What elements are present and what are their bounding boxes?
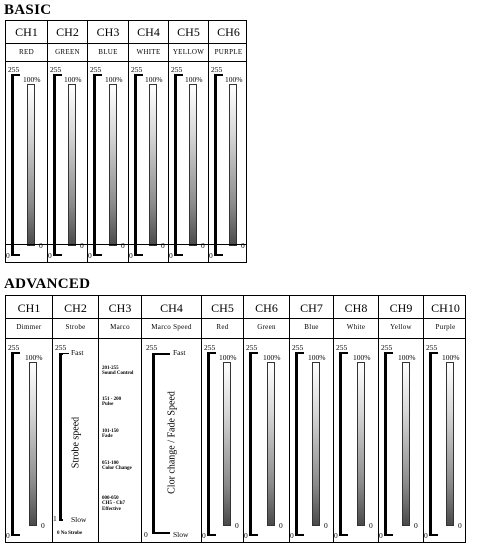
channel-name: CH3 [108,301,132,315]
level-gradient-bar [402,362,410,526]
channel-diagram [424,344,467,542]
percent-max-label: 100% [225,75,243,84]
channel-diagram [99,344,141,542]
marco-range-description: Fade [102,434,113,440]
strobe-bracket [59,353,63,521]
channel-column [141,296,201,542]
marco-speed-fast-label: Fast [173,348,186,357]
channel-name: CH2 [64,301,87,315]
percent-max-label: 100% [308,353,326,362]
channel-diagram [142,344,201,542]
channel-column [423,296,467,542]
percent-max-label: 100% [105,75,123,84]
channel-function-label: PURPLE [214,48,243,56]
channel-function-label: Green [257,323,276,331]
marco-speed-max-label: 255 [146,343,158,352]
marco-range-value: 201-255 [102,366,119,371]
percent-max-label: 100% [145,75,163,84]
channel-diagram [129,66,168,262]
scale-max-label: 255 [246,343,258,352]
channel-column [289,296,333,542]
level-gradient-bar [68,84,76,246]
level-gradient-bar [27,84,35,246]
percent-min-label: 0 [369,521,373,530]
scale-max-label: 255 [90,65,102,74]
marco-range-description: Pulse [102,402,114,408]
channel-function-label: Strobe [65,323,86,331]
scale-min-label: 0 [202,531,206,540]
scale-max-label: 255 [381,343,393,352]
channel-column [333,296,378,542]
marco-range-description: Color Change [102,466,132,472]
scale-bracket [295,352,304,536]
scale-min-label: 0 [244,531,248,540]
channel-diagram [202,344,243,542]
scale-max-label: 255 [8,343,20,352]
percent-max-label: 100% [219,353,237,362]
scale-min-label: 0 [334,531,338,540]
scale-max-label: 255 [204,343,216,352]
channel-diagram [290,344,333,542]
level-gradient-bar [312,362,320,526]
percent-max-label: 100% [353,353,371,362]
scale-max-label: 255 [211,65,223,74]
scale-min-label: 0 [424,531,428,540]
advanced-channel-table [5,295,466,543]
percent-min-label: 0 [161,241,165,250]
channel-function-label: Marco [110,323,130,331]
marco-range-value: 151 - 200 [102,397,122,402]
scale-max-label: 255 [292,343,304,352]
channel-function-label: RED [19,48,34,56]
basic-heading: BASIC [4,2,52,18]
channel-column [6,296,52,542]
scale-bracket [11,74,20,256]
no-strobe-label: 0 No Strobe [57,531,83,536]
channel-name: CH4 [160,301,183,315]
scale-max-label: 255 [50,65,62,74]
channel-name: CH6 [255,301,278,315]
percent-min-label: 0 [121,241,125,250]
channel-function-label: Blue [304,323,319,331]
scale-bracket [339,352,348,536]
channel-column [208,21,248,262]
channel-function-label: Marco Speed [151,323,192,331]
channel-column [128,21,168,262]
scale-max-label: 255 [131,65,143,74]
channel-function-label: WHITE [136,48,161,56]
table-row-divider [6,43,246,44]
strobe-min-label: 1 [53,514,57,523]
percent-min-label: 0 [201,241,205,250]
scale-min-label: 0 [290,531,294,540]
channel-diagram [53,344,98,542]
channel-column [52,296,98,542]
table-row-divider [6,244,246,245]
percent-min-label: 0 [39,241,43,250]
level-gradient-bar [357,362,365,526]
channel-function-label: Red [216,323,229,331]
percent-min-label: 0 [80,241,84,250]
scale-min-label: 0 [48,251,52,260]
marco-range-value: 051-100 [102,461,119,466]
level-gradient-bar [109,84,117,246]
channel-column [98,296,141,542]
marco-range-description: CH5 - Ch7 Effective [102,501,126,512]
scale-max-label: 255 [426,343,438,352]
channel-column [201,296,243,542]
level-gradient-bar [446,362,454,526]
percent-min-label: 0 [324,521,328,530]
percent-max-label: 100% [442,353,460,362]
channel-function-label: BLUE [98,48,118,56]
channel-column [243,296,289,542]
marco-range-value: 000-050 [102,496,119,501]
percent-min-label: 0 [241,241,245,250]
basic-channel-table [5,20,247,263]
channel-function-label: GREEN [55,48,80,56]
marco-range-item [102,496,142,512]
level-gradient-bar [149,84,157,246]
scale-bracket [384,352,393,536]
channel-name: CH6 [217,25,240,39]
channel-column [47,21,87,262]
strobe-speed-caption: Strobe speed [70,416,82,469]
channel-diagram [6,66,47,262]
percent-min-label: 0 [414,521,418,530]
channel-column [378,296,423,542]
channel-diagram [334,344,378,542]
channel-column [168,21,208,262]
channel-name: CH2 [56,25,79,39]
scale-bracket [249,352,258,536]
percent-min-label: 0 [41,521,45,530]
marco-speed-min-label: 0 [144,530,148,539]
channel-diagram [88,66,128,262]
channel-function-label: Dimmer [16,323,42,331]
marco-range-value: 101-150 [102,429,119,434]
level-gradient-bar [229,84,237,246]
scale-bracket [11,352,20,536]
scale-bracket [53,74,62,256]
advanced-heading: ADVANCED [4,276,91,292]
marco-range-item [102,429,142,440]
percent-min-label: 0 [235,521,239,530]
scale-max-label: 255 [171,65,183,74]
scale-bracket [134,74,143,256]
strobe-max-label: 255 [55,343,67,352]
channel-name: CH5 [211,301,234,315]
channel-name: CH3 [96,25,120,39]
scale-bracket [93,74,102,256]
channel-name: CH1 [15,25,38,39]
channel-diagram [379,344,423,542]
marco-range-description: Sound Control [102,371,134,377]
percent-max-label: 100% [23,75,41,84]
channel-function-label: Yellow [390,323,412,331]
percent-min-label: 0 [458,521,462,530]
marco-speed-slow-label: Slow [173,530,189,539]
channel-name: CH10 [431,301,460,315]
channel-name: CH5 [177,25,200,39]
marco-range-item [102,461,142,472]
channel-name: CH8 [344,301,368,315]
channel-name: CH9 [389,301,413,315]
channel-name: CH7 [300,301,323,315]
channel-diagram [209,66,248,262]
marco-speed-caption: Clor change / Fade Speed [166,391,178,494]
scale-min-label: 0 [6,531,10,540]
percent-min-label: 0 [279,521,283,530]
scale-min-label: 0 [169,251,173,260]
scale-bracket [207,352,216,536]
percent-max-label: 100% [185,75,203,84]
channel-diagram [244,344,289,542]
level-gradient-bar [189,84,197,246]
strobe-slow-label: Slow [71,515,87,524]
table-row-divider [6,61,246,62]
scale-min-label: 0 [379,531,383,540]
percent-max-label: 100% [398,353,416,362]
percent-max-label: 100% [25,353,43,362]
table-row-divider [6,318,465,319]
channel-function-label: White [346,323,366,331]
channel-name: CH1 [17,301,41,315]
scale-min-label: 0 [6,251,10,260]
channel-diagram [169,66,208,262]
scale-min-label: 0 [209,251,213,260]
level-gradient-bar [267,362,275,526]
scale-max-label: 255 [8,65,20,74]
scale-min-label: 0 [129,251,133,260]
strobe-fast-label: Fast [71,348,84,357]
channel-name: CH4 [137,25,160,39]
channel-diagram [6,344,52,542]
channel-function-label: Purple [435,323,456,331]
percent-max-label: 100% [263,353,281,362]
level-gradient-bar [223,362,231,526]
marco-range-item [102,366,142,377]
level-gradient-bar [29,362,37,526]
scale-bracket [429,352,438,536]
channel-column [6,21,47,262]
channel-column [87,21,128,262]
percent-max-label: 100% [64,75,82,84]
scale-bracket [214,74,223,256]
channel-diagram [48,66,87,262]
marco-range-item [102,397,142,408]
scale-max-label: 255 [336,343,348,352]
scale-bracket [174,74,183,256]
channel-function-label: YELLOW [172,48,205,56]
table-row-divider [6,338,465,339]
scale-min-label: 0 [88,251,92,260]
